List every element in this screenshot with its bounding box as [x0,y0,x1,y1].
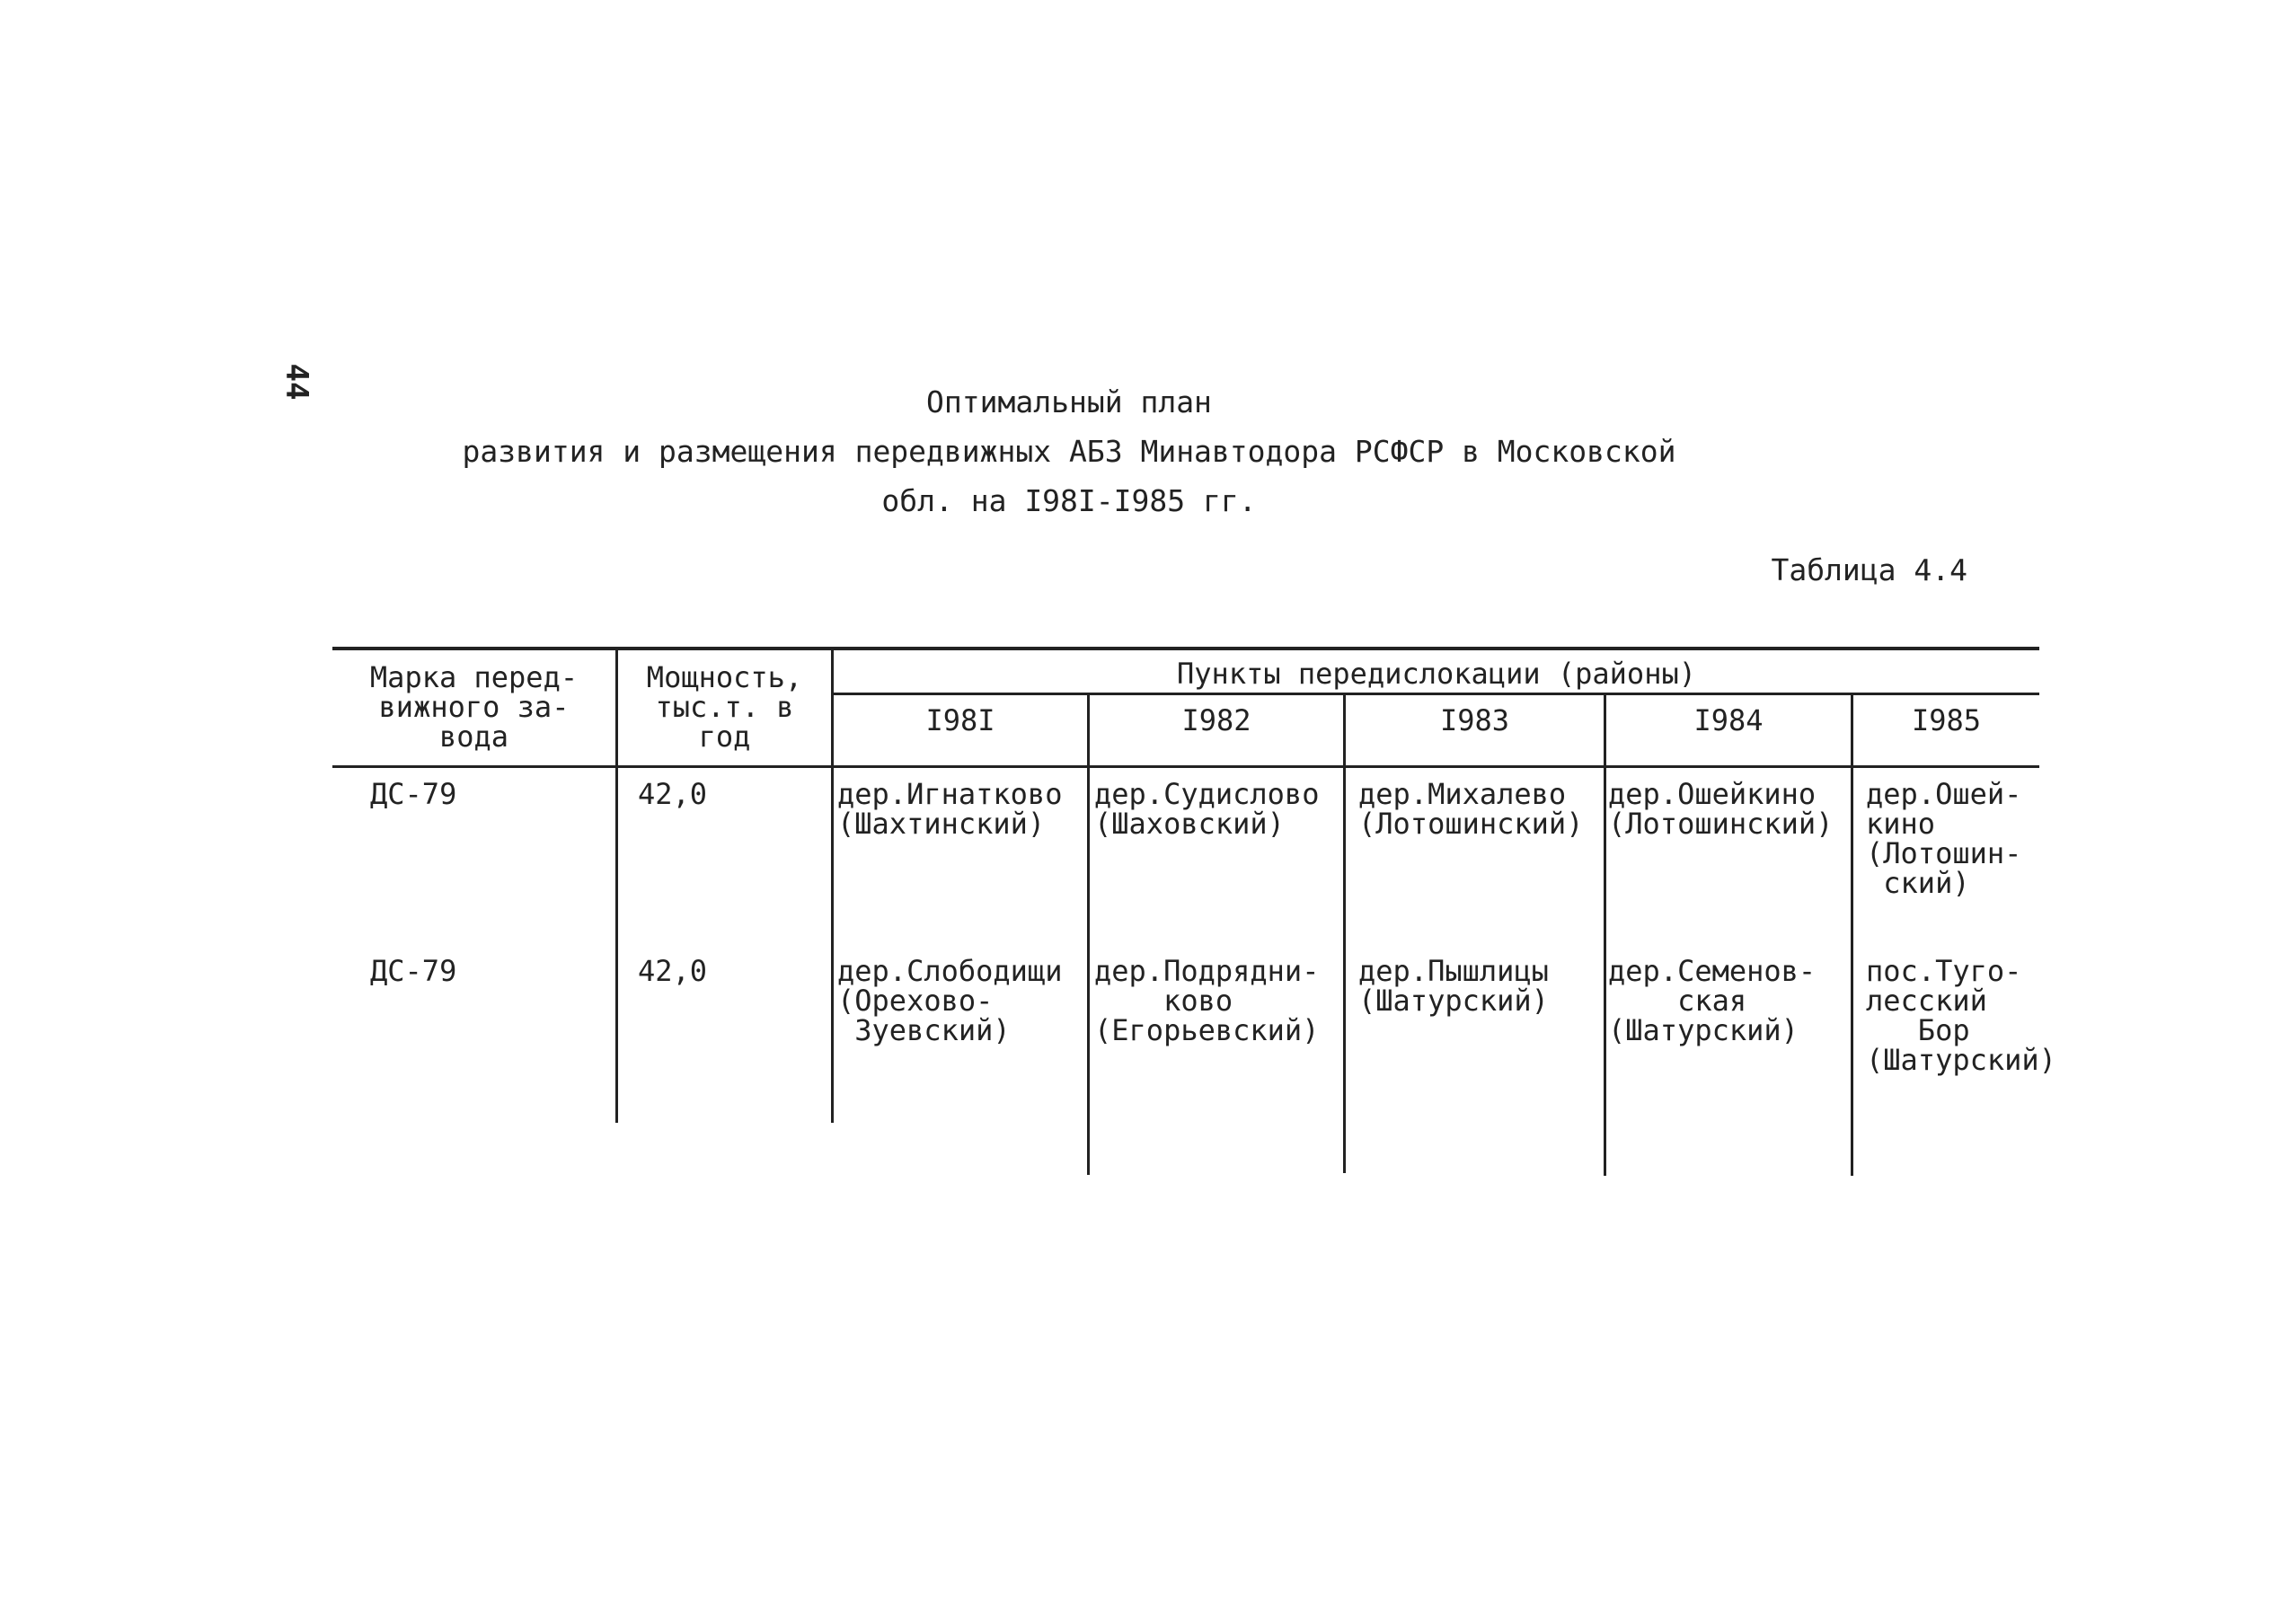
relocation-table [332,647,2056,1132]
row-1-1982: дер.Судислово (Шаховский) [1094,777,1320,841]
header-year-1983: I983 [1439,703,1510,737]
header-capacity: Мощность, тыс.т. в год [646,660,803,754]
row-1-1981: дер.Игнатково (Шахтинский) [837,777,1063,841]
row-1-1983: дер.Михалево (Лотошинский) [1358,777,1584,841]
row-1-brand: ДС-79 [370,777,457,811]
header-year-1982: I982 [1181,703,1251,737]
header-year-1984: I984 [1693,703,1764,737]
header-bottom-rule [332,765,2039,768]
col-rule-5 [1604,693,1606,1176]
title-line-1: Оптимальный план [926,384,1212,419]
row-2-1985: пос.Туго- лесский Бор (Шатурский) [1866,954,2056,1077]
table-label: Таблица 4.4 [1771,552,1967,587]
header-year-1981: I98I [925,703,995,737]
title-line-3: обл. на I98I-I985 гг. [881,483,1257,518]
row-2-1982: дер.Подрядни- ково (Егорьевский) [1094,954,1320,1047]
table-top-rule [332,647,2039,650]
col-rule-4 [1343,693,1346,1173]
header-points: Пункты передислокации (районы) [1177,657,1696,691]
title-line-2: развития и размещения передвижных АБЗ Минавтодора РСФСР в Московской [462,434,1676,469]
document-title [359,377,1779,525]
header-year-1985: I985 [1911,703,1982,737]
row-2-1981: дер.Слободищи (Орехово- Зуевский) [837,954,1063,1047]
row-1-1985: дер.Ошей- кино (Лотошин- ский) [1866,777,2022,900]
page-number: 44 [278,363,314,401]
row-1-capacity: 42,0 [638,777,708,811]
row-2-capacity: 42,0 [638,954,708,988]
col-rule-6 [1851,693,1853,1176]
row-2-1983: дер.Пышлицы (Шатурский) [1358,954,1549,1018]
row-2-brand: ДС-79 [370,954,457,988]
points-header-rule [831,693,2039,695]
row-2-1984: дер.Семенов- ская (Шатурский) [1608,954,1817,1047]
header-brand: Марка перед- вижного за- вода [369,660,579,754]
row-1-1984: дер.Ошейкино (Лотошинский) [1608,777,1834,841]
col-rule-3 [1087,693,1090,1175]
